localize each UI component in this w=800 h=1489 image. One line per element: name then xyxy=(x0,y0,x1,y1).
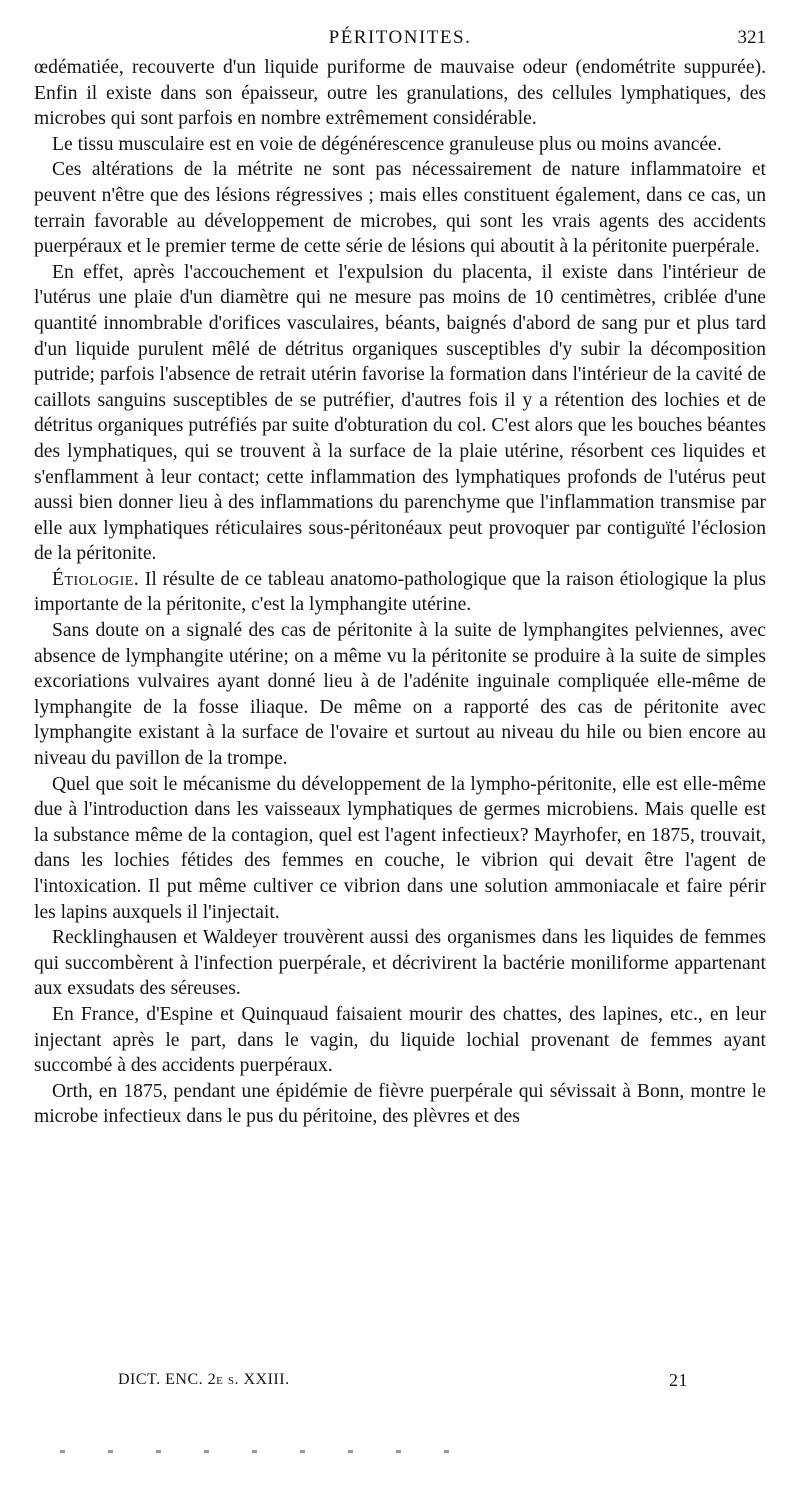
running-title: PÉRITONITES. xyxy=(328,27,472,48)
paragraph: Recklinghausen et Waldeyer trouvèrent aussi des organismes dans les liquides de femmes qui succombèrent à l'infection puerpérale, et décrivirent la bactérie moniliforme appartenant aux exsudats des séreuses. xyxy=(34,927,766,1000)
running-header xyxy=(34,26,766,50)
paragraph xyxy=(34,567,766,618)
paragraph: œdématiée, recouverte d'un liquide puriforme de mauvaise odeur (endométrite suppurée). Enfin il existe dans son épaisseur, outre les granulations, des cellules lymphatiques, des microbes qui sont parfois en nombre extrêmement considérable. xyxy=(34,57,766,130)
paragraph-text: Il résulte de ce tableau anatomo-pathologique que la raison étiologique la plus importante de la péritonite, c'est la lymphangite utérine. xyxy=(34,568,766,616)
page xyxy=(34,26,766,1130)
scan-artifact xyxy=(60,1450,480,1453)
paragraph: Quel que soit le mécanisme du développement de la lympho-péritonite, elle est elle-même due à l'introduction dans les vaisseaux lymphatiques de germes microbiens. Mais quelle est la substance même de la contagion, quel est l'agent infectieux? Mayrhofer, en 1875, trouvait, dans les lochies fétides des femmes en couche, le vibrion qui devait être l'agent de l'intoxication. Il put même cultiver ce vibrion dans une solution ammoniacale et faire périr les lapins auxquels il l'injectait. xyxy=(34,773,766,923)
page-footer xyxy=(118,1368,688,1392)
paragraph: Le tissu musculaire est en voie de dégénérescence granuleuse plus ou moins avancée. xyxy=(52,133,722,155)
sheet-number: 21 xyxy=(669,1370,688,1390)
paragraph: En effet, après l'accouchement et l'expulsion du placenta, il existe dans l'intérieur de l'utérus une plaie d'un diamètre qui ne mesure pas moins de 10 centimètres, criblée d'une quantité innombrable d'orifices vasculaires, béants, baignés d'abord de sang pur et plus tard d'un liquide purulent mêlé de détritus organiques susceptibles d'y subir la décomposition putride; parfois l'absence de retrait utérin favorise la formation dans l'intérieur de la cavité de caillots sanguins susceptibles de se putréfier, d'autres fois il y a rétention des lochies et de détritus organiques putréfiés par suite d'obturation du col. C'est alors que les bouches béantes des lymphatiques, qui se trouvent à la surface de la plaie utérine, résorbent ces liquides et s'enflamment à leur contact; cette inflammation des lymphatiques profonds de l'utérus peut aussi bien donner lieu à des inflammations du parenchyme que l'inflammation transmise par elle aux lymphatiques réticulaires sous-péritonéaux peut provoquer par contiguïté l'éclosion de la péritonite. xyxy=(34,261,766,565)
paragraph: Ces altérations de la métrite ne sont pas nécessairement de nature inflammatoire et peuvent n'être que des lésions régressives ; mais elles constituent également, dans ce cas, un terrain favorable au développement de microbes, qui sont les vrais agents des accidents puerpéraux et le premier terme de cette série de lésions qui aboutit à la péritonite puerpérale. xyxy=(34,159,766,258)
paragraph: Orth, en 1875, pendant une épidémie de fièvre puerpérale qui sévissait à Bonn, montre le microbe infectieux dans le pus du péritoine, des plèvres et des xyxy=(34,1080,766,1128)
page-number: 321 xyxy=(737,27,766,48)
section-heading: Étiologie. xyxy=(52,568,140,590)
footer-signature: DICT. ENC. 2e s. XXIII. xyxy=(118,1371,290,1388)
paragraph: Sans doute on a signalé des cas de péritonite à la suite de lymphangites pelviennes, avec absence de lymphangite utérine; on a même vu la péritonite se produire à la suite de simples excoriations vulvaires ayant donné lieu à de l'adénite inguinale compliquée elle-même de lymphangite de la fosse iliaque. De même on a rapporté des cas de péritonite avec lymphangite existant à la surface de l'ovaire et surtout au niveau du hile ou bien encore au niveau du pavillon de la trompe. xyxy=(34,620,766,770)
body-text xyxy=(34,55,766,1130)
paragraph: En France, d'Espine et Quinquaud faisaient mourir des chattes, des lapines, etc., en leur injectant après le part, dans le vagin, du liquide lochial provenant de femmes ayant succombé à des accidents puerpéraux. xyxy=(34,1003,766,1077)
